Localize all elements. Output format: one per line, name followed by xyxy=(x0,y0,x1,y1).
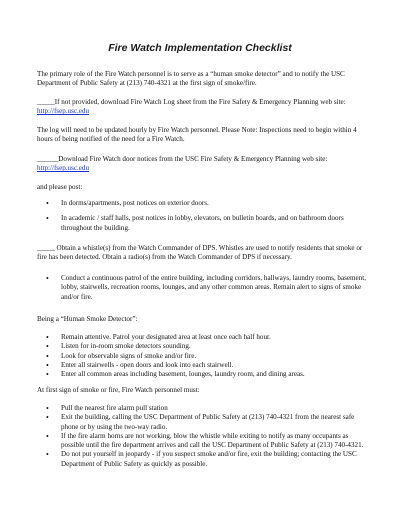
list-item: • Remain attentive. Patrol your designated area at least once each half hour. xyxy=(46,333,366,342)
door-notices-link[interactable]: http://fsep.usc.edu xyxy=(37,164,90,173)
post-notices-list xyxy=(46,199,366,239)
list-item: • Listen for in-room smoke detectors sounding. xyxy=(46,342,366,351)
log-sheet-text: _____If not provided, download Fire Watch Log sheet from the Fire Safety & Emergency Planning web site: xyxy=(37,98,346,106)
detector-heading-paragraph xyxy=(37,315,367,324)
list-item: • In academic / staff halls, post notices in lobby, elevators, on bulletin boards, and on bathroom doors throughout the building. xyxy=(46,214,366,233)
door-notices-paragraph xyxy=(37,155,367,174)
log-sheet-link[interactable]: http://fsep.usc.edu xyxy=(37,107,90,116)
list-item: • Pull the nearest fire alarm pull station xyxy=(46,404,366,413)
first-sign-list xyxy=(46,404,366,469)
list-item: • Conduct a continuous patrol of the entire building, including corridors, hallways, laundry rooms, basement, lobby, stairwells, recreation rooms, lounges, and any other common areas. Remain alert to signs of smoke and/or fire. xyxy=(46,274,366,302)
list-item: • If the fire alarm horns are not working, blow the whistle while exiting to notify as many occupants as possible until the fire department arrives and call the USC Department of Public Safety at (213) 740-4321. xyxy=(46,432,366,451)
list-item: • Exit the building, calling the USC Department of Public Safety at (213) 740-4321 from the nearest safe phone or by using the two-way radio. xyxy=(46,413,366,432)
document-title: Fire Watch Implementation Checklist xyxy=(108,42,292,54)
intro-paragraph xyxy=(37,70,367,89)
log-sheet-item xyxy=(37,98,367,117)
door-notices-item xyxy=(37,155,367,174)
log-update-text: The log will need to be updated hourly by Fire Watch personnel. Please Note: Inspections need to begin within 4 hours of being notified of the need for a Fire Watch. xyxy=(37,126,357,144)
log-update-paragraph xyxy=(37,126,367,145)
detector-heading: Being a “Human Smoke Detector”: xyxy=(37,315,138,323)
whistle-text: _____ Obtain a whistle(s) from the Watch Commander of DPS. Whistles are used to notify residents that smoke or fire has been detected. Obtain a radio(s) from the Watch Commander of DPS if necessary. xyxy=(37,244,363,262)
list-item: • In dorms/apartments, post notices on exterior doors. xyxy=(46,199,366,208)
first-sign-heading-paragraph xyxy=(37,386,367,395)
whistle-paragraph xyxy=(37,244,367,263)
list-item: • Do not put yourself in jeopardy - if you suspect smoke and/or fire, exit the building; contacting the USC Department of Public Safety as quickly as possible. xyxy=(46,450,366,469)
patrol-list xyxy=(46,274,366,302)
detector-list xyxy=(46,333,366,379)
intro-text: The primary role of the Fire Watch personnel is to serve as a “human smoke detector” and to notify the USC Department of Public Safety at (213) 740-4321 at the first sign of smoke/fire. xyxy=(37,70,345,88)
list-item: • Enter all common areas including basement, lounges, laundry room, and dining areas. xyxy=(46,370,366,379)
log-sheet-paragraph xyxy=(37,98,367,117)
please-post-text: and please post: xyxy=(37,183,83,191)
please-post-paragraph xyxy=(37,183,367,192)
first-sign-heading: At first sign of smoke or fire, Fire Watch personnel must: xyxy=(37,386,200,394)
list-item: • Enter all stairwells - open doors and look into each stairwell. xyxy=(46,361,366,370)
door-notices-text: ______Download Fire Watch door notices from the USC Fire Safety & Emergency Planning web site: xyxy=(37,155,328,163)
list-item: • Look for observable signs of smoke and/or fire. xyxy=(46,352,366,361)
